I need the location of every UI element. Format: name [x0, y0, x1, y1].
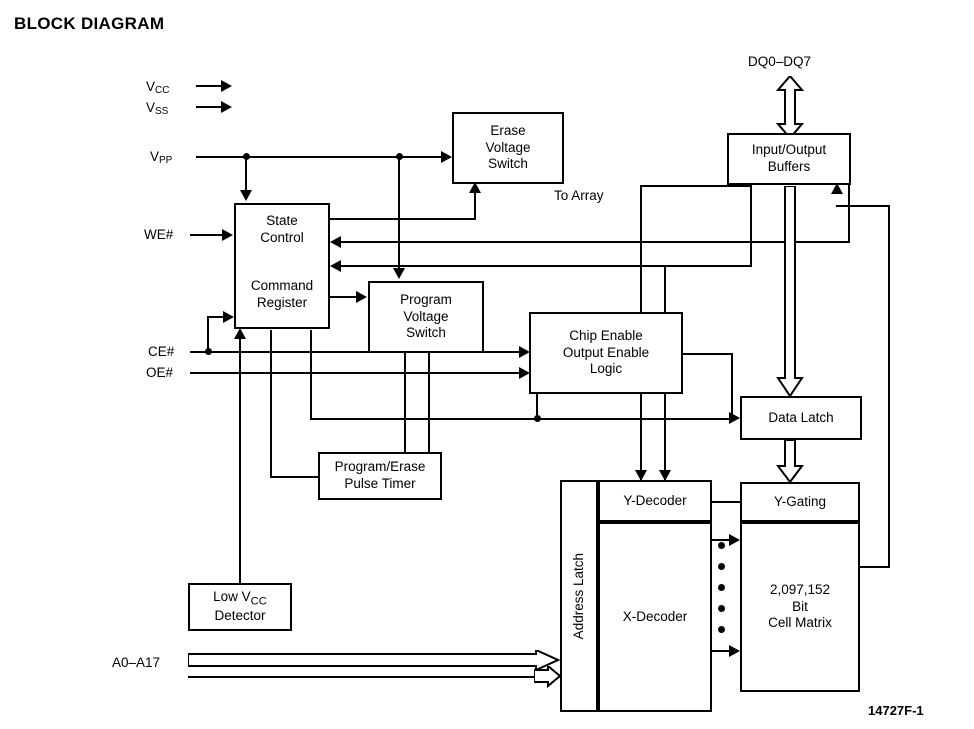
block-x-decoder	[598, 522, 712, 712]
control-bus-riser	[310, 330, 312, 420]
vss-line	[196, 106, 222, 108]
signal-label-vcc: $V_{CC}$	[146, 79, 170, 96]
block-data-latch	[740, 396, 862, 440]
program-switch-out-line-2	[428, 353, 430, 452]
ce-logic-to-data-latch-arrowhead	[729, 412, 740, 424]
block-program-voltage-switch	[368, 281, 484, 353]
block-label-cell-matrix: 2,097,152 Bit Cell Matrix	[768, 581, 832, 631]
address-bus-arrow	[188, 650, 560, 690]
vpp-to-program-switch-arrowhead	[393, 268, 405, 279]
control-bus-to-data-latch	[310, 418, 732, 420]
dq-bus-arrow	[775, 76, 805, 138]
block-label-chip-enable-output-enable-logic: Chip Enable Output Enable Logic	[562, 327, 650, 377]
ce-branch-line-v	[207, 316, 209, 352]
block-erase-voltage-switch	[452, 112, 564, 184]
y-decoder-to-y-gating-line	[712, 501, 742, 503]
low-vcc-to-command-register-arrowhead	[234, 328, 246, 339]
io-feedback-arrowhead	[330, 236, 341, 248]
ce-junction-dot	[205, 348, 212, 355]
block-cell-matrix	[740, 522, 860, 692]
block-y-gating	[740, 482, 860, 522]
vcc-arrowhead	[221, 80, 232, 92]
block-label-address-latch: Address Latch	[570, 552, 586, 640]
block-program-erase-pulse-timer	[318, 452, 442, 500]
signal-label-vpp: $V_{PP}$	[150, 149, 173, 166]
matrix-return-to-io-line	[836, 205, 890, 207]
to-array-line-h	[640, 185, 752, 187]
vpp-main-line	[196, 156, 443, 158]
low-vcc-to-command-register-line	[239, 330, 241, 585]
block-label-low-vcc-detector: Low $V_{CC}$ Detector	[213, 588, 267, 624]
control-bus-junction-dot	[534, 415, 541, 422]
pulse-timer-left-line	[270, 476, 320, 478]
we-line	[190, 234, 224, 236]
state-to-erase-line-h	[330, 218, 476, 220]
x-decoder-to-matrix-arrow-2	[729, 645, 740, 657]
vpp-to-program-switch-line	[398, 156, 400, 270]
block-label-erase-voltage-switch: Erase Voltage Switch	[485, 122, 531, 172]
secondary-feedback-arrowhead	[330, 260, 341, 272]
block-state-control-command-register	[234, 203, 330, 329]
block-y-decoder	[598, 480, 712, 522]
page-title: BLOCK DIAGRAM	[14, 14, 165, 33]
block-label-command-register: Command Register	[250, 278, 314, 310]
block-chip-enable-output-enable-logic	[529, 312, 683, 394]
matrix-return-line-v	[888, 205, 890, 568]
vcc-line	[196, 85, 222, 87]
vss-arrowhead	[221, 101, 232, 113]
block-label-y-gating: Y-Gating	[773, 493, 827, 509]
data-latch-to-y-gating-bus	[775, 440, 805, 484]
signal-label-we: WE#	[144, 227, 174, 242]
io-feedback-line-v	[848, 185, 850, 243]
block-address-latch	[560, 480, 598, 712]
vpp-junction-dot-2	[396, 153, 403, 160]
vpp-junction-dot-1	[243, 153, 250, 160]
block-label-data-latch: Data Latch	[768, 409, 834, 425]
figure-id: 14727F-1	[868, 703, 924, 718]
block-label-program-voltage-switch: Program Voltage Switch	[400, 291, 452, 341]
block-input-output-buffers	[727, 133, 851, 185]
label-to-array: To Array	[554, 188, 604, 203]
signal-label-vss: $V_{SS}$	[146, 100, 169, 117]
block-label-x-decoder: X-Decoder	[622, 608, 688, 624]
matrix-return-line-h	[860, 566, 890, 568]
signal-label-address: A0–A17	[112, 655, 161, 670]
block-label-program-erase-pulse-timer: Program/Erase Pulse Timer	[334, 459, 426, 491]
signal-label-dq: DQ0–DQ7	[748, 54, 812, 69]
vpp-to-state-control-arrowhead	[240, 190, 252, 201]
block-label-y-decoder: Y-Decoder	[623, 492, 687, 508]
state-to-program-switch-line	[330, 296, 358, 298]
vpp-to-state-control-line	[245, 156, 247, 192]
secondary-feedback-line-v	[750, 185, 752, 267]
block-label-state-control: State Control	[260, 213, 304, 245]
signal-label-oe: OE#	[146, 365, 174, 380]
block-label-input-output-buffers: Input/Output Buffers	[751, 142, 827, 174]
io-feedback-line-h	[334, 241, 850, 243]
state-to-program-switch-arrowhead	[356, 291, 367, 303]
x-decoder-to-matrix-arrow-1	[729, 534, 740, 546]
ce-logic-to-data-latch-line	[683, 353, 733, 355]
decoder-connection-dots	[718, 542, 725, 647]
io-to-data-latch-bus	[775, 186, 805, 398]
we-arrowhead	[222, 229, 233, 241]
secondary-feedback-line-h	[334, 265, 752, 267]
ce-branch-arrowhead	[223, 311, 234, 323]
signal-label-ce: CE#	[148, 344, 175, 359]
block-low-vcc-detector	[188, 583, 292, 631]
ce-logic-to-data-latch-line-v	[731, 353, 733, 418]
vpp-to-erase-arrowhead	[441, 151, 452, 163]
pulse-timer-riser	[270, 330, 272, 478]
